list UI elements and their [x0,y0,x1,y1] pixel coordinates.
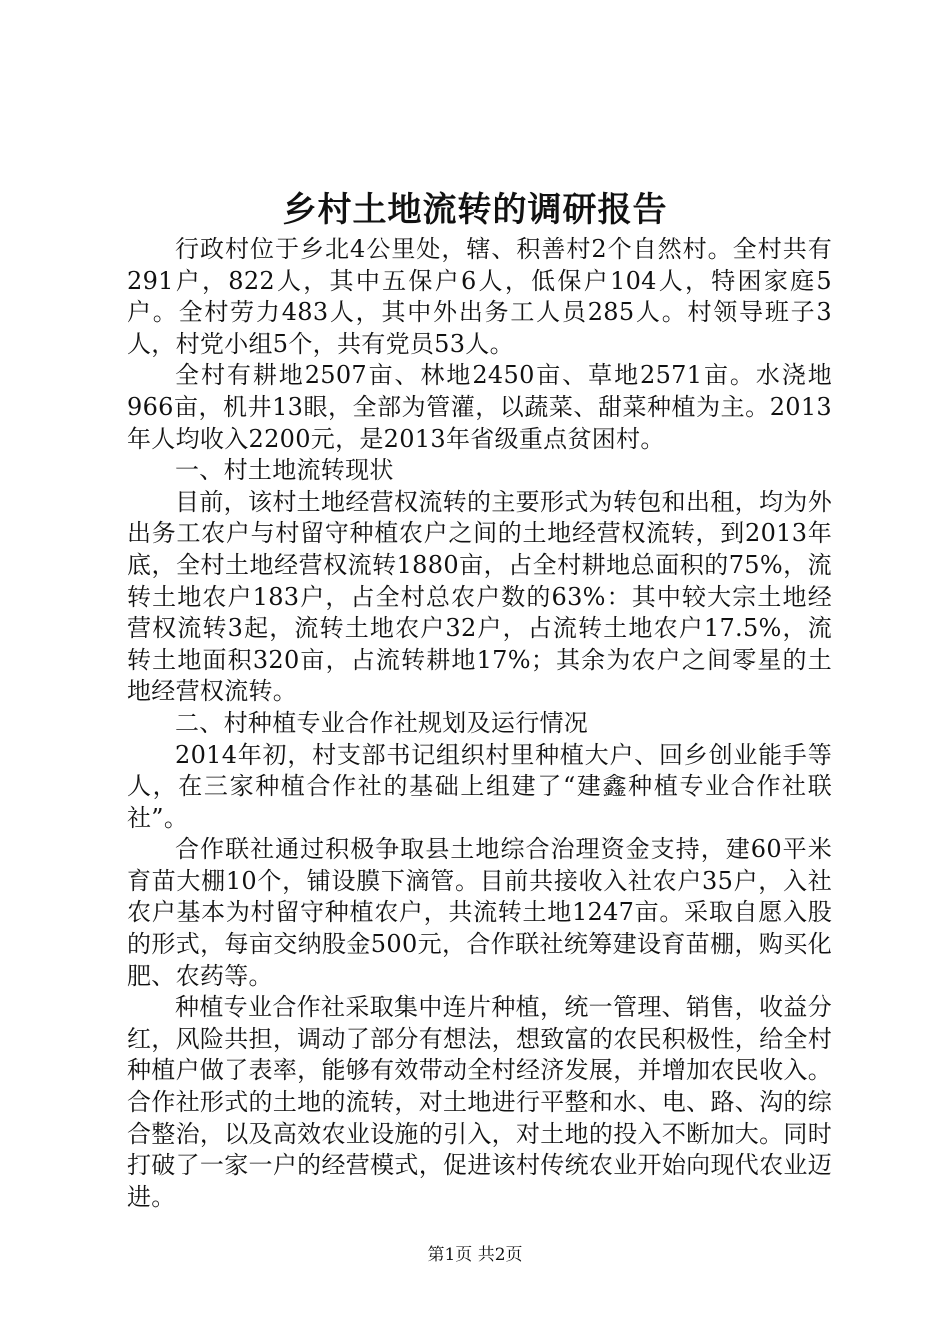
paragraph-land-transfer-status: 目前，该村土地经营权流转的主要形式为转包和出租，均为外出务工农户与村留守种植农户之间的土地经营权流转，到2013年底，全村土地经营权流转1880亩，占全村耕地总面积的75%，流转土地农户183户，占全村总农户数的63%：其中较大宗土地经营权流转3起，流转土地农户32户，占流转土地农户17.5%，流转土地面积320亩，占流转耕地17%；其余为农户之间零星的土地经营权流转。 [127,487,832,706]
page-number-footer: 第1页 共2页 [427,1245,523,1265]
section-heading-cooperative-plan: 二、村种植专业合作社规划及运行情况 [175,708,589,737]
paragraph-cooperative-funding: 合作联社通过积极争取县土地综合治理资金支持，建60平米育苗大棚10个，铺设膜下滴管。目前共接收入社农户35户，入社农户基本为村留守种植农户，共流转土地1247亩。采取自愿入股的形式，每亩交纳股金500元，合作联社统筹建设育苗棚，购买化肥、农药等。 [127,835,832,990]
section-heading-land-transfer-status: 一、村土地流转现状 [175,456,394,485]
paragraph-cooperative-founding: 2014年初，村支部书记组织村里种植大户、回乡创业能手等人，在三家种植合作社的基础上组建了“建鑫种植专业合作社联社”。 [127,740,832,832]
paragraph-land-resources: 全村有耕地2507亩、林地2450亩、草地2571亩。水浇地966亩，机井13眼，全部为管灌，以蔬菜、甜菜种植为主。2013年人均收入2200元，是2013年省级重点贫困村。 [127,361,832,453]
paragraph-cooperative-benefits: 种植专业合作社采取集中连片种植，统一管理、销售，收益分红，风险共担，调动了部分有想法，想致富的农民积极性，给全村种植户做了表率，能够有效带动全村经济发展，并增加农民收入。合作社形式的土地的流转，对土地进行平整和水、电、路、沟的综合整治，以及高效农业设施的引入，对土地的投入不断加大。同时打破了一家一户的经营模式，促进该村传统农业开始向现代农业迈进。 [127,993,832,1211]
document-title: 乡村土地流转的调研报告 [282,190,668,230]
document-body [127,234,832,1213]
paragraph-village-overview: 行政村位于乡北4公里处，辖、积善村2个自然村。全村共有291户，822人，其中五保户6人，低保户104人，特困家庭5户。全村劳力483人，其中外出务工人员285人。村领导班子3人，村党小组5个，共有党员53人。 [127,235,832,358]
